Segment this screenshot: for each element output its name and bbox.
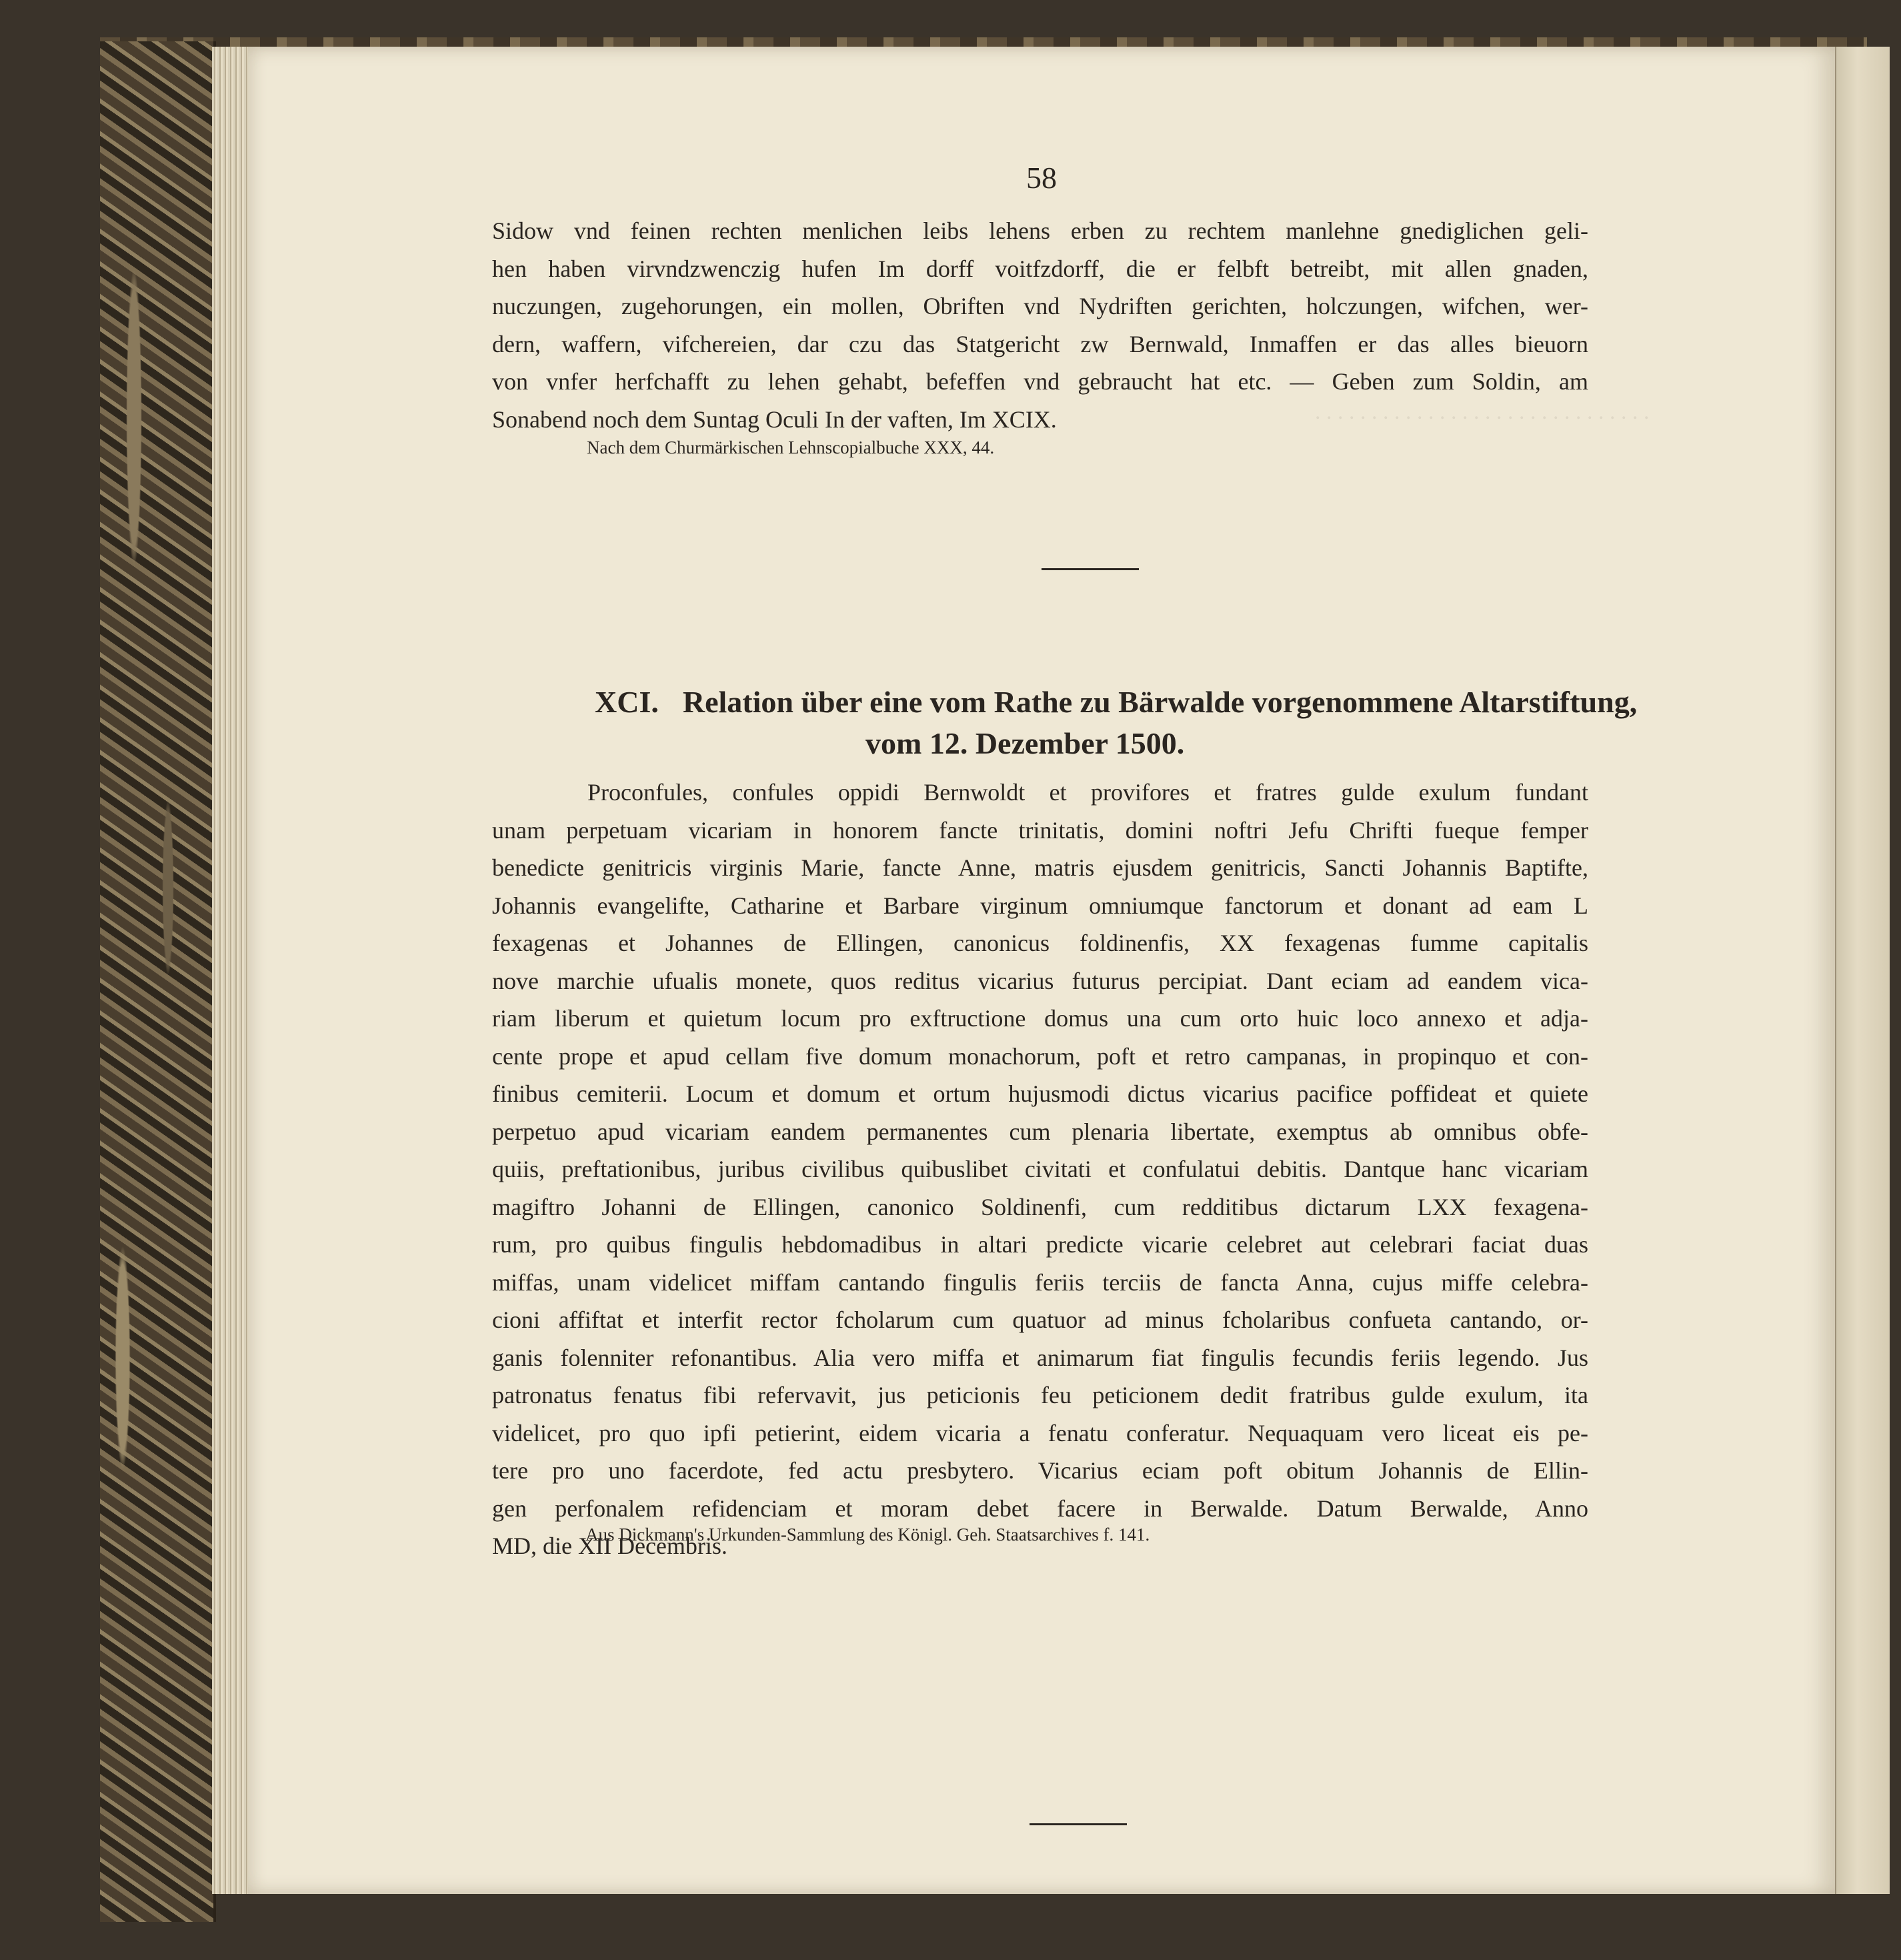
text-line: cente prope et apud cellam five domum monachorum, poft et retro campanas, in propinquo et con- [492, 1042, 1588, 1070]
text-line: Sonabend noch dem Suntag Oculi In der vaften, Im XCIX. [492, 405, 1057, 433]
next-page-edge [1835, 47, 1890, 1894]
text-line: videlicet, pro quo ipfi petierint, eidem vicaria a fenatu conferatur. Nequaquam vero liceat eis pe- [492, 1419, 1588, 1446]
page-number: 58 [1026, 161, 1057, 195]
document-title: Relation über eine vom Rathe zu Bärwalde vorgenommene Altarstiftung, [682, 685, 1638, 719]
text-line: dern, waffern, vifchereien, dar czu das Statgericht zw Bernwald, Inmaffen er das alles bieuorn [492, 330, 1588, 357]
text-line: riam liberum et quietum locum pro exftructione domus una cum orto huic loco annexo et adja- [492, 1005, 1588, 1032]
text-line: ganis folenniter refonantibus. Alia vero miffa et animarum fiat fingulis fecundis feriis legendo. Jus [492, 1344, 1588, 1371]
text-line: patronatus fenatus fibi refervavit, jus peticionis feu peticionem dedit fratribus gulde exulum, ita [492, 1382, 1588, 1408]
marbled-cover-board [100, 41, 216, 1922]
text-line: benedicte genitricis virginis Marie, fancte Anne, matris ejusdem genitricis, Sancti Johannis Baptifte, [492, 854, 1588, 881]
text-line: magiftro Johanni de Ellingen, canonico Soldinenfi, cum redditibus dictarum LXX fexagena- [492, 1193, 1588, 1220]
text-line: gen perfonalem refidenciam et moram debet facere in Berwalde. Datum Berwalde, Anno [492, 1495, 1588, 1522]
text-line: finibus cemiterii. Locum et domum et ortum hujusmodi dictus vicarius pacifice poffideat et quiete [492, 1080, 1588, 1107]
document-heading [492, 682, 1638, 764]
text-line: cioni affiftat et interfit rector fcholarum cum quatuor ad minus fcholaribus confueta cantando, or- [492, 1306, 1588, 1333]
document-title-line-2: vom 12. Dezember 1500. [865, 726, 1185, 760]
text-line: perpetuo apud vicariam eandem permanentes cum plenaria libertate, exemptus ab omnibus obfe- [492, 1118, 1588, 1145]
show-through-shadow: . . . . . . . . . . . . . . . . . . . . . . . . . . . . . . [1315, 399, 1650, 424]
text-line: MD, die XII Decembris. [492, 1533, 727, 1559]
document-body [492, 774, 1588, 1565]
section-divider [1042, 568, 1139, 570]
document-title-line-1 [492, 682, 1638, 723]
text-line: tere pro uno facerdote, fed actu presbytero. Vicarius eciam poft obitum Johannis de Ellin- [492, 1457, 1588, 1484]
text-line: Proconfules, confules oppidi Bernwoldt et provifores et fratres gulde exulum fundant [587, 779, 1588, 806]
text-line: Sidow vnd feinen rechten menlichen leibs lehens erben zu rechtem manlehne gnediglichen geli- [492, 217, 1588, 244]
continuation-paragraph [492, 212, 1588, 438]
text-line: miffas, unam videlicet miffam cantando fingulis feriis terciis de fancta Anna, cujus miffe celebra- [492, 1268, 1588, 1296]
text-line: von vnfer herfchafft zu lehen gehabt, befeffen vnd gebraucht hat etc. — Geben zum Soldin, am [492, 368, 1588, 395]
page-edges [212, 47, 252, 1894]
text-line: hen haben virvndzwenczig hufen Im dorff voitfzdorff, die er felbft betreibt, mit allen gnaden, [492, 255, 1588, 282]
continuation-source-note: Nach dem Churmärkischen Lehnscopialbuche XXX, 44. [587, 437, 995, 457]
text-line: unam perpetuam vicariam in honorem fancte trinitatis, domini noftri Jefu Chrifti fueque femper [492, 816, 1588, 844]
text-line: fexagenas et Johannes de Ellingen, canonicus foldinenfis, XX fexagenas fumme capitalis [492, 930, 1588, 956]
text-line: nuczungen, zugehorungen, ein mollen, Obriften vnd Nydriften gerichten, holczungen, wifchen, wer- [492, 293, 1588, 319]
document-source-note: Aus Dickmann's Urkunden-Sammlung des Königl. Geh. Staatsarchives f. 141. [585, 1525, 1150, 1545]
book-page [248, 47, 1835, 1894]
bottom-section-divider [1030, 1823, 1127, 1825]
document-number: XCI. [595, 685, 659, 719]
text-line: Johannis evangelifte, Catharine et Barbare virginum omniumque fanctorum et donant ad eam L [492, 892, 1588, 919]
text-line: nove marchie ufualis monete, quos reditus vicarius futurus percipiat. Dant eciam ad eandem vica- [492, 967, 1588, 994]
text-line: rum, pro quibus fingulis hebdomadibus in altari predicte vicarie celebret aut celebrari faciat duas [492, 1231, 1588, 1258]
text-line: quiis, preftationibus, juribus civilibus quibuslibet civitati et confulatui debitis. Dantque hanc vicariam [492, 1156, 1588, 1182]
